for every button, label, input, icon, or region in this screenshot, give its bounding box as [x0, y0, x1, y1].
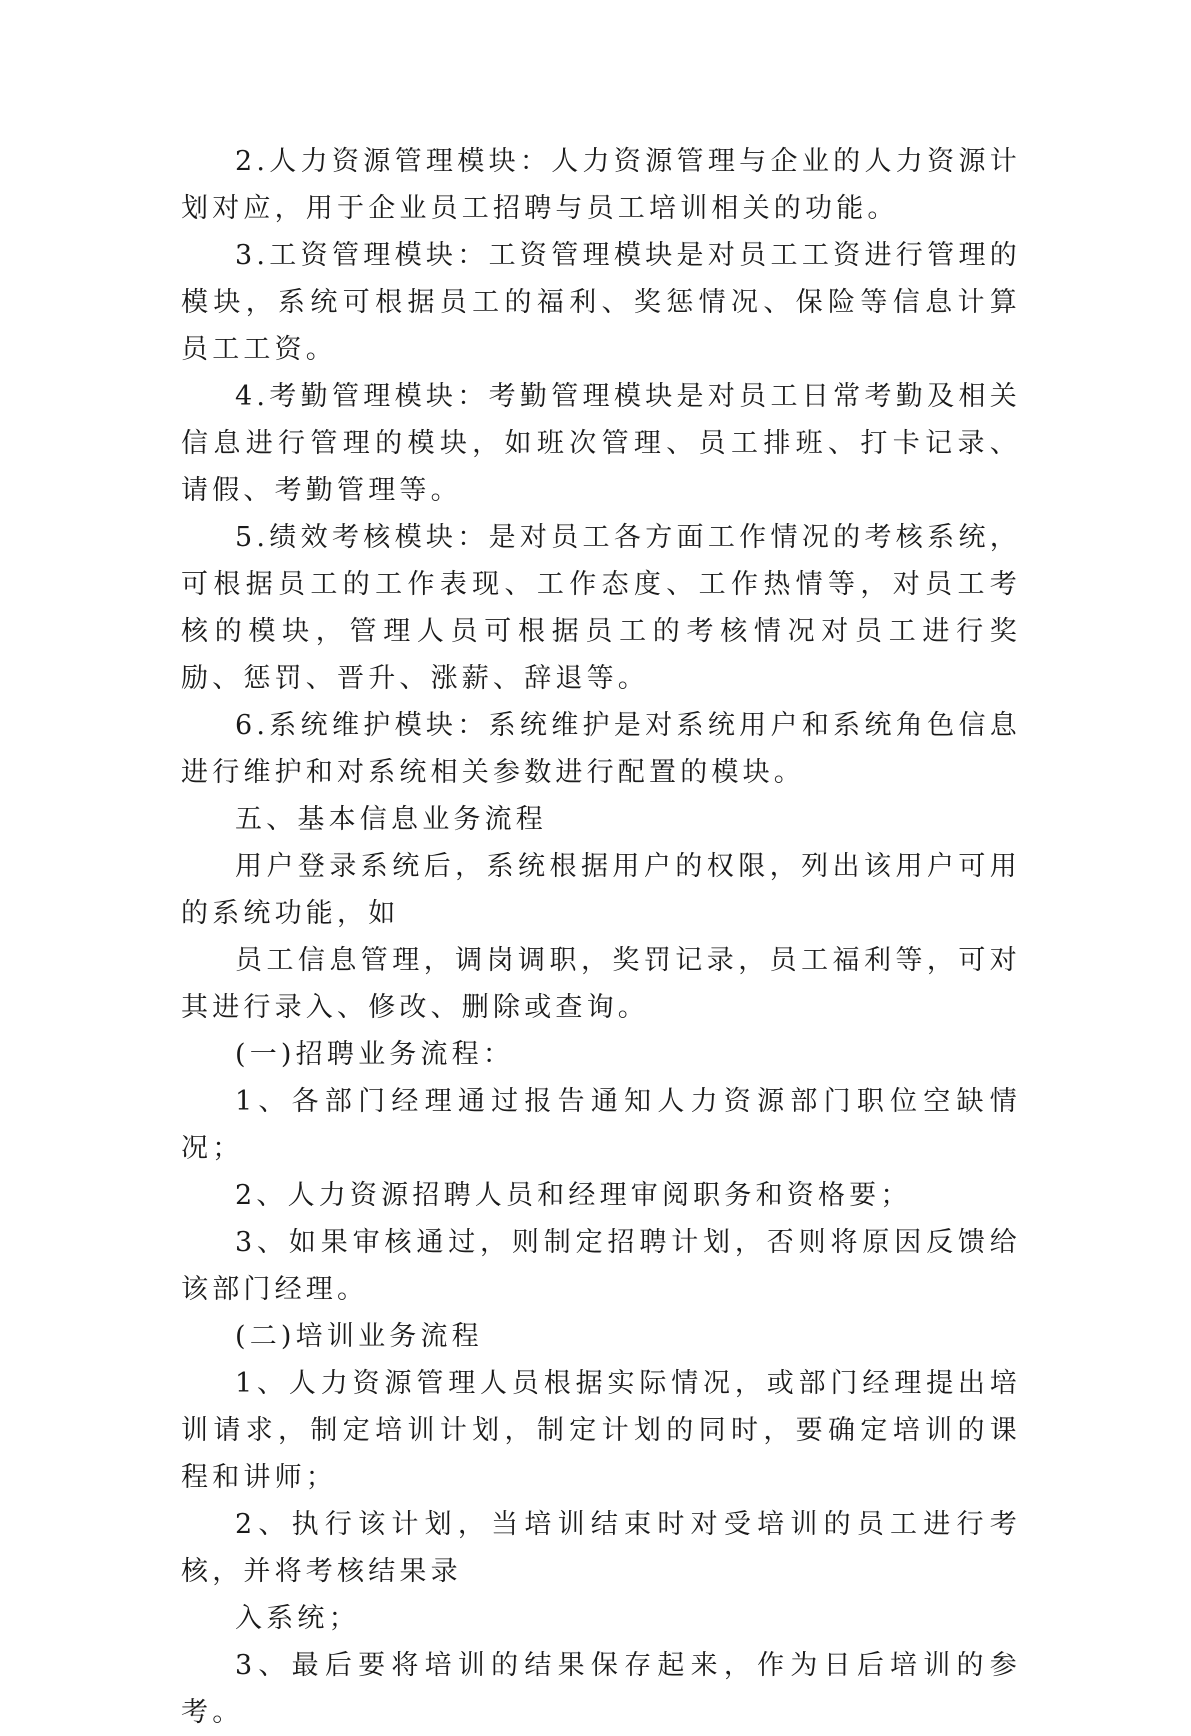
- paragraph-salary-module: 3.工资管理模块：工资管理模块是对员工工资进行管理的模块，系统可根据员工的福利、奖惩情况、保险等信息计算员工工资。: [181, 240, 1021, 365]
- subheading-training-flow: (二)培训业务流程: [235, 1321, 483, 1352]
- section-heading-basic-flow: 五、基本信息业务流程: [235, 804, 547, 835]
- document-body: [181, 138, 1021, 1736]
- paragraph-performance-module: 5.绩效考核模块：是对员工各方面工作情况的考核系统，可根据员工的工作表现、工作态度、工作热情等，对员工考核的模块，管理人员可根据员工的考核情况对员工进行奖励、惩罚、晋升、涨薪、辞退等。: [181, 522, 1021, 694]
- list-item-training-2: 2、执行该计划，当培训结束时对受培训的员工进行考核，并将考核结果录: [181, 1509, 1021, 1587]
- list-item-recruitment-2: 2、人力资源招聘人员和经理审阅职务和资格要；: [235, 1180, 912, 1211]
- list-item-training-1: 1、人力资源管理人员根据实际情况，或部门经理提出培训请求，制定培训计划，制定计划的同时，要确定培训的课程和讲师；: [181, 1368, 1021, 1493]
- subheading-recruitment-flow: (一)招聘业务流程：: [235, 1039, 515, 1070]
- paragraph-hr-module: 2.人力资源管理模块：人力资源管理与企业的人力资源计划对应，用于企业员工招聘与员工培训相关的功能。: [181, 146, 1021, 224]
- paragraph-attendance-module: 4.考勤管理模块：考勤管理模块是对员工日常考勤及相关信息进行管理的模块，如班次管理、员工排班、打卡记录、请假、考勤管理等。: [181, 381, 1021, 506]
- paragraph-employee-info: 员工信息管理，调岗调职，奖罚记录，员工福利等，可对其进行录入、修改、删除或查询。: [181, 945, 1021, 1023]
- paragraph-maintenance-module: 6.系统维护模块：系统维护是对系统用户和系统角色信息进行维护和对系统相关参数进行配置的模块。: [181, 710, 1021, 788]
- paragraph-login-flow: 用户登录系统后，系统根据用户的权限，列出该用户可用的系统功能，如: [181, 851, 1021, 929]
- list-item-recruitment-1: 1、各部门经理通过报告通知人力资源部门职位空缺情况；: [181, 1086, 1021, 1164]
- list-item-recruitment-3: 3、如果审核通过，则制定招聘计划，否则将原因反馈给该部门经理。: [181, 1227, 1021, 1305]
- list-item-training-2-continued: 入系统；: [235, 1603, 360, 1634]
- list-item-training-3: 3、最后要将培训的结果保存起来，作为日后培训的参考。: [181, 1650, 1021, 1728]
